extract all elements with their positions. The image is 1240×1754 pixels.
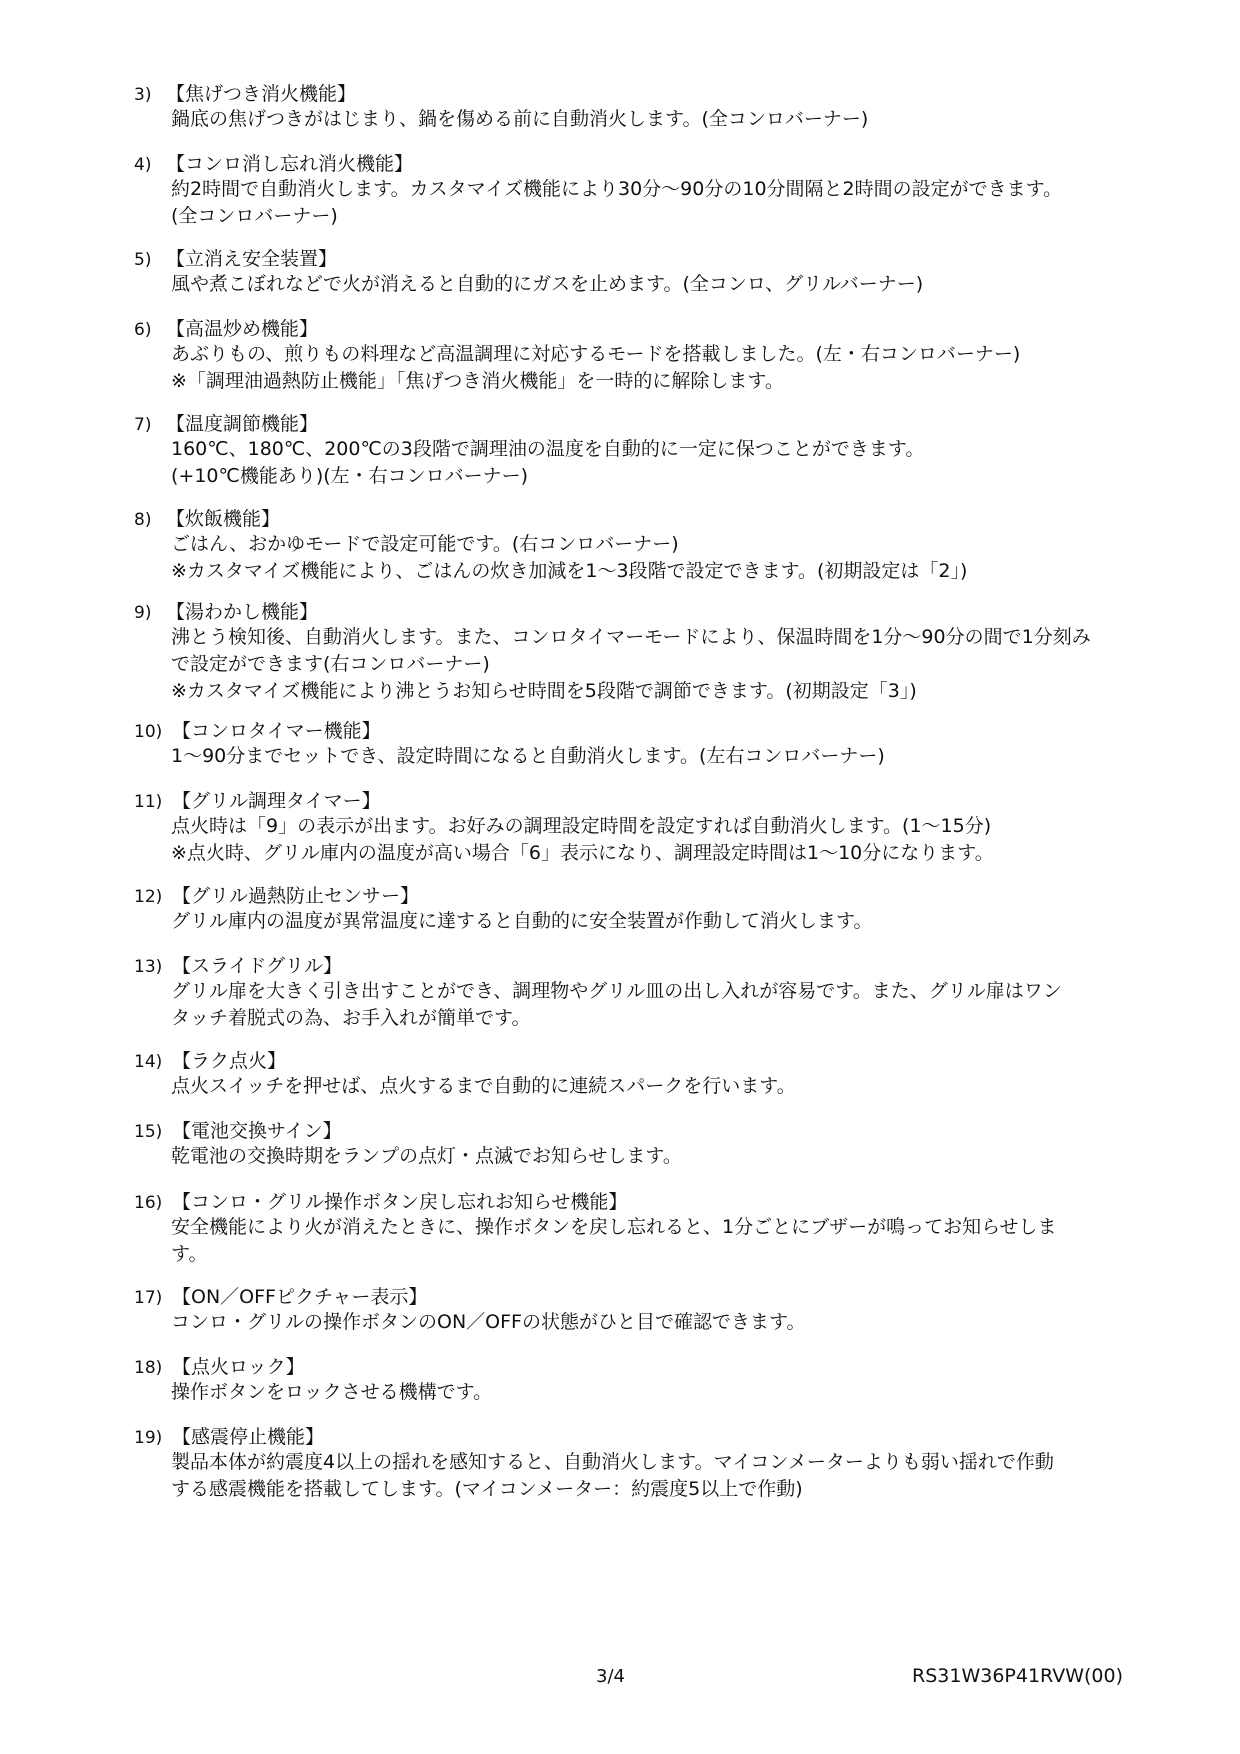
description-line: 1～90分までセットでき、設定時間になると自動消火します。(左右コンロバーナー)	[171, 745, 885, 767]
feature-description	[171, 1143, 1171, 1170]
description-line: 沸とう検知後、自動消火します。また、コンロタイマーモードにより、保温時間を1分～90分の間で1分刻み	[171, 626, 1091, 648]
feature-title: 【グリル調理タイマー】	[172, 790, 381, 812]
document-code: RS31W36P41RVW(00)	[912, 1665, 1123, 1687]
feature-number: 10)	[134, 722, 163, 742]
feature-heading	[134, 1283, 427, 1311]
feature-title: 【立消え安全装置】	[166, 248, 338, 270]
feature-title: 【炊飯機能】	[166, 508, 281, 530]
feature-title: 【点火ロック】	[172, 1356, 305, 1378]
description-line: コンロ・グリルの操作ボタンのON／OFFの状態がひと目で確認できます。	[171, 1311, 806, 1333]
feature-title: 【湯わかし機能】	[166, 601, 319, 623]
description-line: 160℃、180℃、200℃の3段階で調理油の温度を自動的に一定に保つことができます。	[171, 438, 925, 460]
feature-heading	[134, 787, 381, 815]
feature-number: 6)	[134, 320, 152, 340]
feature-description	[171, 813, 1171, 867]
feature-heading	[134, 80, 356, 108]
feature-number: 19)	[134, 1428, 163, 1448]
description-line: す。	[171, 1243, 208, 1265]
feature-heading	[134, 598, 318, 626]
feature-heading	[134, 1047, 286, 1075]
feature-number: 17)	[134, 1288, 163, 1308]
feature-description	[171, 908, 1171, 935]
feature-description	[171, 978, 1171, 1032]
feature-number: 5)	[134, 250, 152, 270]
description-line: 安全機能により火が消えたときに、操作ボタンを戻し忘れると、1分ごとにブザーが鳴ってお知らせしま	[171, 1216, 1057, 1238]
description-line: あぶりもの、煎りもの料理など高温調理に対応するモードを搭載しました。(左・右コンロバーナー)	[171, 343, 1021, 365]
feature-title: 【コンロ・グリル操作ボタン戻し忘れお知らせ機能】	[172, 1191, 628, 1213]
feature-number: 11)	[134, 792, 163, 812]
feature-description	[171, 176, 1171, 230]
feature-description	[171, 1449, 1171, 1503]
feature-heading	[134, 150, 413, 178]
feature-description	[171, 531, 1171, 585]
description-line: ※カスタマイズ機能により沸とうお知らせ時間を5段階で調節できます。(初期設定「3」)	[171, 680, 917, 702]
feature-heading	[134, 717, 381, 745]
feature-heading	[134, 245, 337, 273]
feature-title: 【コンロ消し忘れ消火機能】	[166, 153, 414, 175]
description-line: ※「調理油過熱防止機能」「焦げつき消火機能」を一時的に解除します。	[171, 370, 784, 392]
feature-title: 【感震停止機能】	[172, 1426, 325, 1448]
feature-heading	[134, 882, 419, 910]
feature-heading	[134, 1353, 305, 1381]
description-line: グリル庫内の温度が異常温度に達すると自動的に安全装置が作動して消火します。	[171, 910, 873, 932]
feature-title: 【電池交換サイン】	[172, 1120, 342, 1142]
feature-description	[171, 1073, 1171, 1100]
feature-description	[171, 341, 1171, 395]
feature-number: 13)	[134, 957, 163, 977]
feature-heading	[134, 505, 280, 533]
description-line: で設定ができます(右コンロバーナー)	[171, 653, 490, 675]
feature-number: 7)	[134, 415, 152, 435]
feature-title: 【スライドグリル】	[172, 955, 343, 977]
feature-description	[171, 106, 1171, 133]
description-line: (全コンロバーナー)	[171, 205, 338, 227]
feature-number: 3)	[134, 85, 152, 105]
description-line: タッチ着脱式の為、お手入れが簡単です。	[171, 1007, 531, 1029]
feature-heading	[134, 952, 342, 980]
feature-description	[171, 1309, 1171, 1336]
feature-number: 15)	[134, 1122, 163, 1142]
description-line: 製品本体が約震度4以上の揺れを感知すると、自動消火します。マイコンメーターよりも弱い揺れで作動	[171, 1451, 1054, 1473]
description-line: (+10℃機能あり)(左・右コンロバーナー)	[171, 465, 529, 487]
feature-description	[171, 1379, 1171, 1406]
description-line: 風や煮こぼれなどで火が消えると自動的にガスを止めます。(全コンロ、グリルバーナー)	[171, 273, 924, 295]
feature-number: 4)	[134, 155, 152, 175]
feature-description	[171, 624, 1171, 705]
feature-number: 18)	[134, 1358, 163, 1378]
feature-number: 8)	[134, 510, 152, 530]
feature-description	[171, 743, 1171, 770]
feature-title: 【ラク点火】	[172, 1050, 287, 1072]
feature-heading	[134, 410, 318, 438]
feature-title: 【ON／OFFピクチャー表示】	[172, 1286, 428, 1308]
feature-heading	[134, 1423, 324, 1451]
feature-heading	[134, 1188, 627, 1216]
description-line: ※カスタマイズ機能により、ごはんの炊き加減を1～3段階で設定できます。(初期設定は「2」)	[171, 560, 968, 582]
feature-title: 【焦げつき消火機能】	[166, 83, 357, 105]
description-line: 約2時間で自動消火します。カスタマイズ機能により30分～90分の10分間隔と2時間の設定ができます。	[171, 178, 1063, 200]
description-line: 点火スイッチを押せば、点火するまで自動的に連続スパークを行います。	[171, 1075, 796, 1097]
feature-heading	[134, 1117, 342, 1145]
description-line: 乾電池の交換時期をランプの点灯・点滅でお知らせします。	[171, 1145, 682, 1167]
feature-title: 【高温炒め機能】	[166, 318, 319, 340]
description-line: ※点火時、グリル庫内の温度が高い場合「6」表示になり、調理設定時間は1～10分になります。	[171, 842, 994, 864]
description-line: ごはん、おかゆモードで設定可能です。(右コンロバーナー)	[171, 533, 679, 555]
feature-number: 9)	[134, 603, 152, 623]
description-line: グリル扉を大きく引き出すことができ、調理物やグリル皿の出し入れが容易です。また、グリル扉はワン	[171, 980, 1062, 1002]
feature-title: 【グリル過熱防止センサー】	[172, 885, 420, 907]
page-number: 3/4	[596, 1666, 625, 1687]
feature-number: 12)	[134, 887, 163, 907]
description-line: 操作ボタンをロックさせる機構です。	[171, 1381, 493, 1403]
description-line: 点火時は「9」の表示が出ます。お好みの調理設定時間を設定すれば自動消火します。(1～15分)	[171, 815, 992, 837]
description-line: する感震機能を搭載してします。(マイコンメーター：約震度5以上で作動)	[171, 1478, 803, 1500]
feature-number: 14)	[134, 1052, 163, 1072]
description-line: 鍋底の焦げつきがはじまり、鍋を傷める前に自動消火します。(全コンロバーナー)	[171, 108, 869, 130]
feature-title: 【コンロタイマー機能】	[172, 720, 381, 742]
feature-description	[171, 1214, 1171, 1268]
feature-heading	[134, 315, 318, 343]
feature-number: 16)	[134, 1193, 163, 1213]
feature-description	[171, 271, 1171, 298]
feature-description	[171, 436, 1171, 490]
feature-title: 【温度調節機能】	[166, 413, 319, 435]
